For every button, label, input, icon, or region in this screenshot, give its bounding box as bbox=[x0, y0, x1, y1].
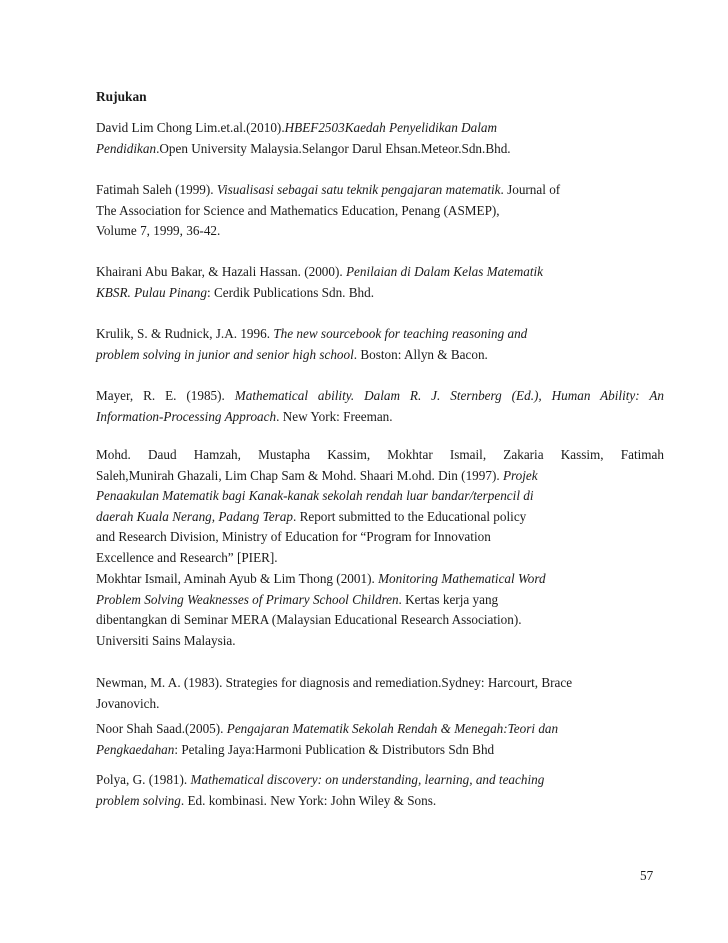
text-segment: Khairani Abu Bakar, & Hazali Hassan. (2000). bbox=[96, 264, 346, 279]
text-segment: Saleh,Munirah Ghazali, Lim Chap Sam & Mohd. Shaari M.ohd. Din (1997). bbox=[96, 467, 503, 483]
reference-line bbox=[96, 610, 664, 631]
reference-line bbox=[96, 590, 664, 611]
reference-line bbox=[96, 548, 664, 569]
reference-line bbox=[96, 262, 664, 283]
reference-entry bbox=[96, 386, 664, 427]
reference-entry bbox=[96, 445, 664, 568]
italic-text: Mathematical discovery: on understanding, learning, and teaching bbox=[190, 772, 545, 787]
text-segment: and Research Division, Ministry of Education for “Program for Innovation bbox=[96, 529, 491, 544]
reference-line bbox=[96, 324, 664, 345]
text-segment: Newman, M. A. (1983). Strategies for diagnosis and remediation.Sydney: Harcourt, Brace bbox=[96, 675, 573, 690]
text-segment: Volume 7, 1999, 36-42. bbox=[96, 223, 221, 238]
text-segment: . Ed. kombinasi. New York: John Wiley & Sons. bbox=[180, 792, 437, 808]
reference-line bbox=[96, 527, 664, 548]
text-segment: Fatimah Saleh (1999). bbox=[96, 182, 217, 197]
italic-text: Pengajaran Matematik Sekolah Rendah & Menegah:Teori dan bbox=[226, 721, 559, 736]
italic-text: Penilaian di Dalam Kelas Matematik bbox=[345, 264, 544, 279]
reference-line bbox=[96, 770, 664, 791]
italic-text: problem solving bbox=[96, 792, 181, 808]
italic-text: Problem Solving Weaknesses of Primary School Children bbox=[96, 591, 399, 607]
text-segment: Polya, G. (1981). bbox=[96, 772, 191, 787]
text-segment: The Association for Science and Mathematics Education, Penang (ASMEP), bbox=[96, 202, 500, 218]
italic-text: Monitoring Mathematical Word bbox=[378, 571, 546, 586]
reference-line bbox=[96, 486, 664, 507]
reference-line bbox=[96, 201, 664, 222]
text-segment: Universiti Sains Malaysia. bbox=[96, 632, 236, 648]
reference-entry bbox=[96, 719, 664, 760]
italic-text: Pendidikan bbox=[96, 140, 157, 156]
text-segment: Jovanovich. bbox=[96, 695, 160, 711]
reference-line bbox=[96, 740, 664, 761]
reference-line bbox=[96, 180, 664, 201]
italic-text: KBSR. Pulau Pinang bbox=[96, 284, 207, 300]
reference-line bbox=[96, 407, 664, 428]
page-number: 57 bbox=[640, 868, 654, 883]
text-segment: .Open University Malaysia.Selangor Darul Ehsan.Meteor.Sdn.Bhd. bbox=[156, 140, 511, 156]
references-heading: Rujukan bbox=[96, 89, 147, 104]
reference-line bbox=[96, 791, 664, 812]
italic-text: Projek bbox=[502, 467, 538, 483]
reference-line bbox=[96, 466, 664, 487]
reference-entry bbox=[96, 770, 664, 811]
italic-text: Pengkaedahan bbox=[96, 741, 175, 757]
reference-entry bbox=[96, 324, 664, 365]
reference-line bbox=[96, 283, 664, 304]
reference-line bbox=[96, 118, 664, 139]
reference-entry bbox=[96, 180, 664, 242]
reference-line bbox=[96, 694, 664, 715]
italic-text: HBEF2503Kaedah Penyelidikan Dalam bbox=[284, 120, 498, 135]
text-segment: Mohd. Daud Hamzah, Mustapha Kassim, Mokhtar Ismail, Zakaria Kassim, Fatimah bbox=[96, 447, 664, 462]
reference-entry bbox=[96, 569, 664, 651]
italic-text: problem solving in junior and senior high school bbox=[96, 346, 354, 362]
text-segment: : Cerdik Publications Sdn. Bhd. bbox=[207, 284, 375, 300]
text-segment: Mokhtar Ismail, Aminah Ayub & Lim Thong (2001). bbox=[96, 571, 379, 586]
italic-text: The new sourcebook for teaching reasoning and bbox=[273, 326, 528, 341]
reference-line bbox=[96, 507, 664, 528]
italic-text: Mathematical ability. Dalam R. J. Sternberg (Ed.), Human Ability: An bbox=[234, 388, 664, 403]
reference-entry bbox=[96, 673, 664, 714]
reference-line bbox=[96, 445, 664, 466]
text-segment: Mayer, R. E. (1985). bbox=[96, 388, 235, 403]
reference-line bbox=[96, 673, 664, 694]
italic-text: Information-Processing Approach bbox=[96, 408, 277, 424]
text-segment: . Journal of bbox=[500, 182, 561, 197]
text-segment: : Petaling Jaya:Harmoni Publication & Distributors Sdn Bhd bbox=[174, 741, 495, 757]
text-segment: David Lim Chong Lim.et.al.(2010). bbox=[96, 120, 285, 135]
reference-line bbox=[96, 139, 664, 160]
text-segment: Excellence and Research” [PIER]. bbox=[96, 549, 278, 565]
italic-text: Penaakulan Matematik bagi Kanak-kanak sekolah rendah luar bandar/terpencil di bbox=[96, 488, 534, 503]
text-segment: . Report submitted to the Educational policy bbox=[292, 508, 527, 524]
text-segment: . Kertas kerja yang bbox=[398, 591, 499, 607]
reference-line bbox=[96, 569, 664, 590]
text-segment: Krulik, S. & Rudnick, J.A. 1996. bbox=[96, 326, 274, 341]
reference-line bbox=[96, 386, 664, 407]
reference-line bbox=[96, 345, 664, 366]
text-segment: . New York: Freeman. bbox=[276, 408, 393, 424]
italic-text: Visualisasi sebagai satu teknik pengajaran matematik bbox=[216, 182, 501, 197]
text-segment: . Boston: Allyn & Bacon. bbox=[353, 346, 488, 362]
reference-entry bbox=[96, 118, 664, 159]
reference-entry bbox=[96, 262, 664, 303]
reference-line bbox=[96, 221, 664, 242]
italic-text: daerah Kuala Nerang, Padang Terap bbox=[96, 508, 293, 524]
text-segment: Noor Shah Saad.(2005). bbox=[96, 721, 227, 736]
text-segment: dibentangkan di Seminar MERA (Malaysian Educational Research Association). bbox=[96, 612, 522, 627]
reference-line bbox=[96, 631, 664, 652]
reference-line bbox=[96, 719, 664, 740]
